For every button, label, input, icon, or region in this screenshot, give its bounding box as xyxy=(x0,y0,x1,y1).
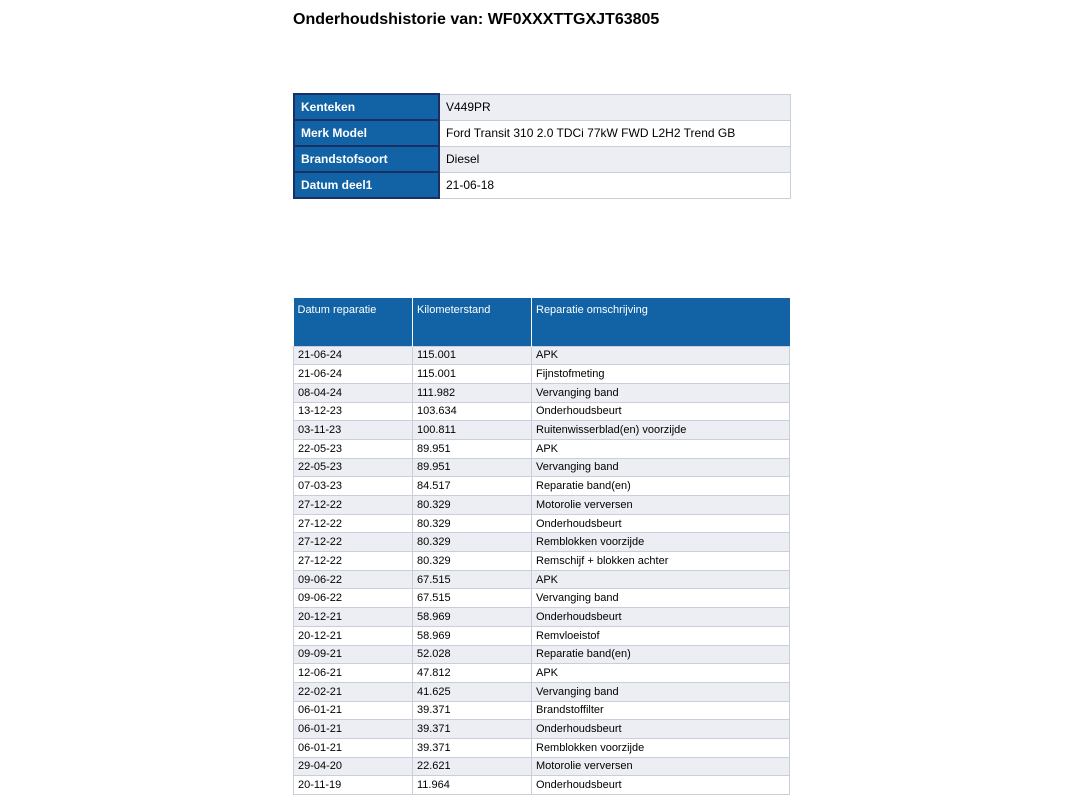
repair-description-cell: Remblokken voorzijde xyxy=(532,533,790,552)
history-row xyxy=(294,439,790,458)
odometer-cell: 39.371 xyxy=(413,701,532,720)
info-label: Brandstofsoort xyxy=(294,146,439,172)
history-row xyxy=(294,589,790,608)
column-header-reparatie-omschrijving: Reparatie omschrijving xyxy=(532,298,790,346)
vehicle-info-table xyxy=(293,93,791,199)
info-value: Diesel xyxy=(439,146,790,172)
odometer-cell: 41.625 xyxy=(413,682,532,701)
odometer-cell: 39.371 xyxy=(413,738,532,757)
history-row xyxy=(294,477,790,496)
history-row xyxy=(294,626,790,645)
history-row xyxy=(294,608,790,627)
repair-date-cell: 27-12-22 xyxy=(294,514,413,533)
history-row xyxy=(294,682,790,701)
repair-description-cell: Vervanging band xyxy=(532,383,790,402)
history-row xyxy=(294,645,790,664)
info-row xyxy=(294,146,790,172)
repair-description-cell: Remvloeistof xyxy=(532,626,790,645)
odometer-cell: 80.329 xyxy=(413,496,532,515)
page-title: Onderhoudshistorie van: WF0XXXTTGXJT63805 xyxy=(293,11,660,28)
repair-date-cell: 22-05-23 xyxy=(294,439,413,458)
repair-date-cell: 27-12-22 xyxy=(294,496,413,515)
repair-date-cell: 07-03-23 xyxy=(294,477,413,496)
info-row xyxy=(294,94,790,120)
odometer-cell: 39.371 xyxy=(413,720,532,739)
repair-date-cell: 21-06-24 xyxy=(294,346,413,365)
repair-description-cell: APK xyxy=(532,664,790,683)
history-row xyxy=(294,496,790,515)
history-row xyxy=(294,514,790,533)
repair-date-cell: 21-06-24 xyxy=(294,365,413,384)
repair-description-cell: Onderhoudsbeurt xyxy=(532,776,790,795)
info-value: Ford Transit 310 2.0 TDCi 77kW FWD L2H2 Trend GB xyxy=(439,120,790,146)
header-row xyxy=(294,298,790,346)
repair-date-cell: 27-12-22 xyxy=(294,533,413,552)
repair-description-cell: Ruitenwisserblad(en) voorzijde xyxy=(532,421,790,440)
repair-date-cell: 20-11-19 xyxy=(294,776,413,795)
history-row xyxy=(294,720,790,739)
repair-date-cell: 22-05-23 xyxy=(294,458,413,477)
odometer-cell: 111.982 xyxy=(413,383,532,402)
info-row xyxy=(294,172,790,198)
repair-description-cell: Remschijf + blokken achter xyxy=(532,552,790,571)
repair-description-cell: Onderhoudsbeurt xyxy=(532,608,790,627)
maintenance-history-table xyxy=(293,298,790,795)
odometer-cell: 103.634 xyxy=(413,402,532,421)
odometer-cell: 22.621 xyxy=(413,757,532,776)
history-row xyxy=(294,346,790,365)
repair-date-cell: 06-01-21 xyxy=(294,738,413,757)
repair-date-cell: 27-12-22 xyxy=(294,552,413,571)
repair-date-cell: 03-11-23 xyxy=(294,421,413,440)
repair-description-cell: Reparatie band(en) xyxy=(532,477,790,496)
repair-description-cell: Onderhoudsbeurt xyxy=(532,514,790,533)
repair-description-cell: APK xyxy=(532,346,790,365)
repair-description-cell: Motorolie verversen xyxy=(532,757,790,776)
history-row xyxy=(294,458,790,477)
repair-date-cell: 12-06-21 xyxy=(294,664,413,683)
odometer-cell: 115.001 xyxy=(413,365,532,384)
repair-description-cell: Fijnstofmeting xyxy=(532,365,790,384)
repair-date-cell: 20-12-21 xyxy=(294,626,413,645)
odometer-cell: 100.811 xyxy=(413,421,532,440)
repair-date-cell: 20-12-21 xyxy=(294,608,413,627)
repair-date-cell: 09-06-22 xyxy=(294,570,413,589)
repair-date-cell: 09-09-21 xyxy=(294,645,413,664)
info-value: V449PR xyxy=(439,94,790,120)
odometer-cell: 80.329 xyxy=(413,552,532,571)
history-row xyxy=(294,383,790,402)
info-label: Datum deel1 xyxy=(294,172,439,198)
repair-date-cell: 22-02-21 xyxy=(294,682,413,701)
history-row xyxy=(294,365,790,384)
history-row xyxy=(294,552,790,571)
history-row xyxy=(294,421,790,440)
repair-description-cell: Vervanging band xyxy=(532,682,790,701)
repair-description-cell: Motorolie verversen xyxy=(532,496,790,515)
odometer-cell: 89.951 xyxy=(413,458,532,477)
maintenance-history-header xyxy=(294,298,790,346)
info-label: Merk Model xyxy=(294,120,439,146)
history-row xyxy=(294,533,790,552)
odometer-cell: 89.951 xyxy=(413,439,532,458)
repair-description-cell: Vervanging band xyxy=(532,458,790,477)
maintenance-history-body xyxy=(294,346,790,795)
history-row xyxy=(294,738,790,757)
repair-date-cell: 09-06-22 xyxy=(294,589,413,608)
repair-date-cell: 06-01-21 xyxy=(294,720,413,739)
repair-description-cell: Onderhoudsbeurt xyxy=(532,402,790,421)
history-row xyxy=(294,402,790,421)
repair-description-cell: Brandstoffilter xyxy=(532,701,790,720)
odometer-cell: 58.969 xyxy=(413,626,532,645)
history-row xyxy=(294,664,790,683)
repair-description-cell: Vervanging band xyxy=(532,589,790,608)
repair-description-cell: APK xyxy=(532,439,790,458)
odometer-cell: 84.517 xyxy=(413,477,532,496)
repair-description-cell: APK xyxy=(532,570,790,589)
repair-description-cell: Reparatie band(en) xyxy=(532,645,790,664)
odometer-cell: 80.329 xyxy=(413,514,532,533)
repair-description-cell: Onderhoudsbeurt xyxy=(532,720,790,739)
history-row xyxy=(294,570,790,589)
history-row xyxy=(294,776,790,795)
vehicle-info-body xyxy=(294,94,790,198)
info-label: Kenteken xyxy=(294,94,439,120)
repair-date-cell: 08-04-24 xyxy=(294,383,413,402)
history-row xyxy=(294,757,790,776)
history-row xyxy=(294,701,790,720)
repair-date-cell: 29-04-20 xyxy=(294,757,413,776)
column-header-datum-reparatie: Datum reparatie xyxy=(294,298,413,346)
column-header-kilometerstand: Kilometerstand xyxy=(413,298,532,346)
odometer-cell: 58.969 xyxy=(413,608,532,627)
odometer-cell: 80.329 xyxy=(413,533,532,552)
odometer-cell: 67.515 xyxy=(413,589,532,608)
odometer-cell: 47.812 xyxy=(413,664,532,683)
odometer-cell: 67.515 xyxy=(413,570,532,589)
odometer-cell: 52.028 xyxy=(413,645,532,664)
info-row xyxy=(294,120,790,146)
repair-date-cell: 06-01-21 xyxy=(294,701,413,720)
odometer-cell: 115.001 xyxy=(413,346,532,365)
repair-description-cell: Remblokken voorzijde xyxy=(532,738,790,757)
info-value: 21-06-18 xyxy=(439,172,790,198)
repair-date-cell: 13-12-23 xyxy=(294,402,413,421)
odometer-cell: 11.964 xyxy=(413,776,532,795)
